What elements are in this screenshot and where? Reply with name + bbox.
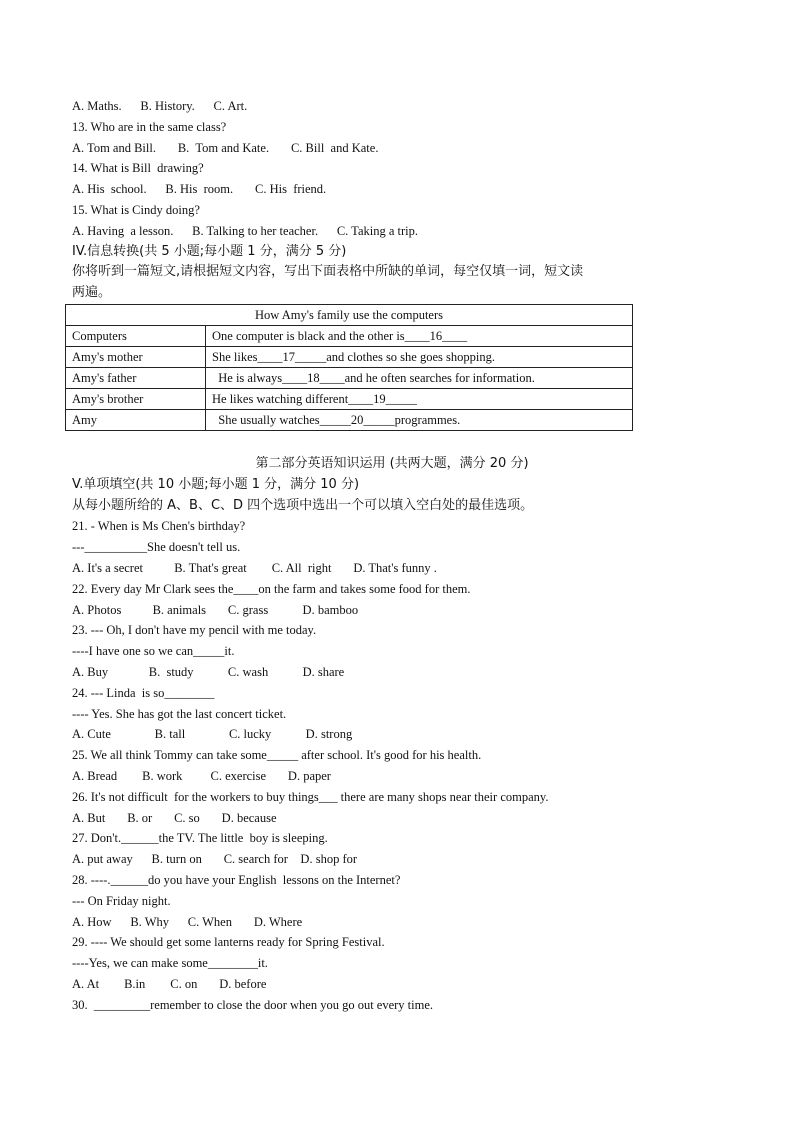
table-row [66,326,633,347]
question-line: 21. - When is Ms Chen's birthday? [72,519,246,534]
table-title: How Amy's family use the computers [66,305,633,326]
instruction-line: 两遍。 [72,285,112,301]
question-line: 25. We all think Tommy can take some_____ after school. It's good for his health. [72,748,482,763]
text-line: 13. Who are in the same class? [72,119,227,134]
table-row [66,347,633,368]
row-text: She usually watches_____20_____programmes. [206,410,633,431]
row-text: One computer is black and the other is____16____ [206,326,633,347]
question-line: --- On Friday night. [72,893,171,908]
row-label: Amy's father [66,368,206,389]
question-line: ----I have one so we can_____it. [72,644,235,659]
text-line: 14. What is Bill drawing? [72,161,204,176]
question-line: A. How B. Why C. When D. Where [72,914,303,929]
row-text: He is always____18____and he often searches for information. [206,368,633,389]
part-two [72,454,712,1016]
question-line: A. Bread B. work C. exercise D. paper [72,768,331,783]
question-line: 23. --- Oh, I don't have my pencil with me today. [72,623,317,638]
question-line: ---__________She doesn't tell us. [72,540,241,555]
question-line: ---- Yes. She has got the last concert ticket. [72,706,287,721]
question-line: 29. ---- We should get some lanterns ready for Spring Festival. [72,935,385,950]
row-label: Amy's brother [66,389,206,410]
question-line: 27. Don't.______the TV. The little boy is sleeping. [72,831,328,846]
question-line: A. At B.in C. on D. before [72,976,267,991]
text-line: A. Maths. B. History. C. Art. [72,99,248,113]
instruction-line: 从每小题所给的 A、B、C、D 四个选项中选出一个可以填入空白处的最佳选项。 [72,497,534,513]
section-title: IV.信息转换(共 5 小题;每小题 1 分，满分 5 分) [72,243,347,259]
row-label: Amy [66,410,206,431]
question-line: A. Buy B. study C. wash D. share [72,664,345,679]
text-line: A. Tom and Bill. B. Tom and Kate. C. Bill and Kate. [72,140,379,155]
question-line: A. But B. or C. so D. because [72,810,277,825]
table-row [66,368,633,389]
instruction-line: 你将听到一篇短文,请根据短文内容，写出下面表格中所缺的单词，每空仅填一词，短文读 [72,264,584,280]
text-line: 15. What is Cindy doing? [72,202,200,217]
top-questions [72,96,712,304]
question-line: A. put away B. turn on C. search for D. shop for [72,852,358,867]
info-table [65,304,633,431]
text-line: A. Having a lesson. B. Talking to her teacher. C. Taking a trip. [72,223,418,238]
row-text: She likes____17_____and clothes so she goes shopping. [206,347,633,368]
row-label: Computers [66,326,206,347]
table-row [66,389,633,410]
row-text: He likes watching different____19_____ [206,389,633,410]
text-line: A. His school. B. His room. C. His friend. [72,182,327,197]
question-line: 30. _________remember to close the door when you go out every time. [72,997,434,1012]
row-label: Amy's mother [66,347,206,368]
question-line: A. It's a secret B. That's great C. All right D. That's funny . [72,560,437,575]
question-line: A. Photos B. animals C. grass D. bamboo [72,602,359,617]
question-line: ----Yes, we can make some________it. [72,956,268,971]
part-heading: 第二部分英语知识运用 (共两大题，满分 20 分) [255,456,529,471]
question-line: 22. Every day Mr Clark sees the____on the farm and takes some food for them. [72,581,471,596]
question-line: 24. --- Linda is so________ [72,685,215,700]
question-line: A. Cute B. tall C. lucky D. strong [72,727,353,742]
question-line: 28. ----.______do you have your English lessons on the Internet? [72,872,401,887]
table-row [66,410,633,431]
question-line: 26. It's not difficult for the workers to buy things___ there are many shops near their company. [72,789,549,804]
section-title: V.单项填空(共 10 小题;每小题 1 分，满分 10 分) [72,476,360,492]
